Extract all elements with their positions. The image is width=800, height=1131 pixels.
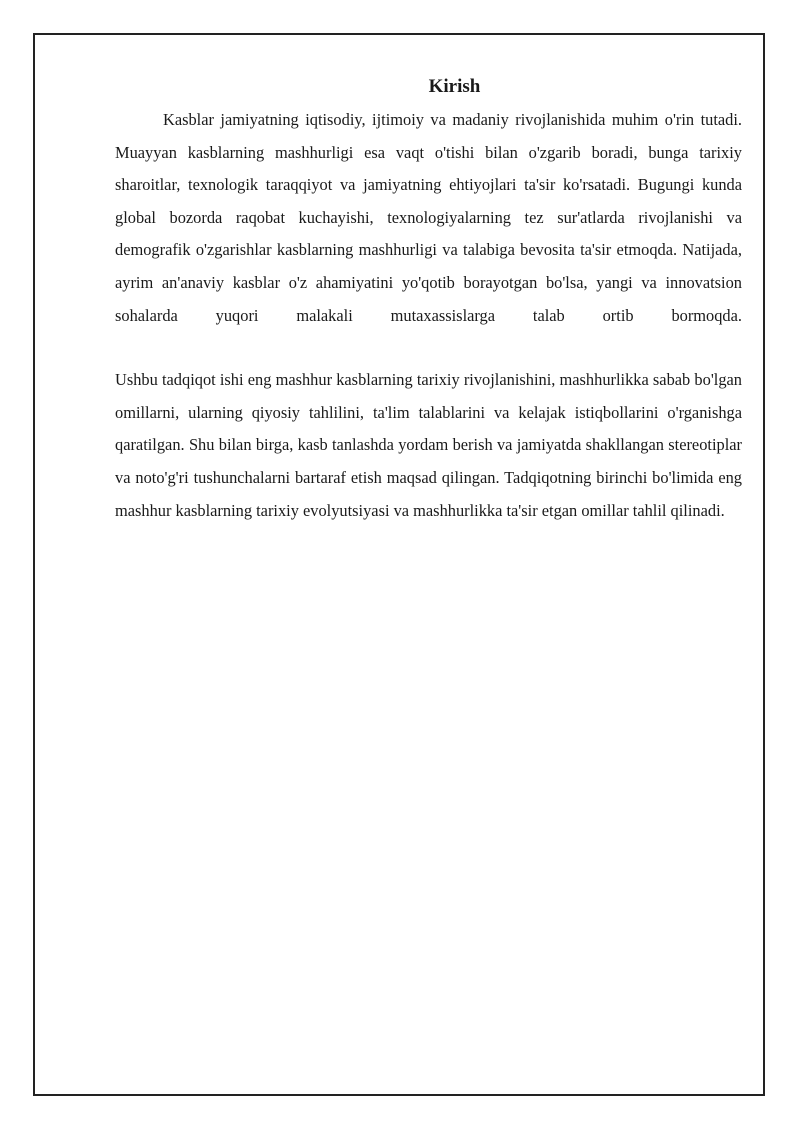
paragraph-intro: Kasblar jamiyatning iqtisodiy, ijtimoiy va madaniy rivojlanishida muhim o'rin tutadi. Muayyan kasblarning mashhurligi esa vaqt o'tishi bilan o'zgarib boradi, bunga tarixiy sharoitlar, texnologik taraqqiyot va jamiyatning ehtiyojlari ta'sir ko'rsatadi. Bugungi kunda global bozorda raqobat kuchayishi, texnologiyalarning tez sur'atlarda rivojlanishi va demografik o'zgarishlar kasblarning mashhurligi va talabiga bevosita ta'sir etmoqda. Natijada, ayrim an'anaviy kasblar o'z ahamiyatini yo'qotib borayotgan bo'lsa, yangi va innovatsion sohalarda yuqori malakali mutaxassislarga talab ortib bormoqda. [115, 110, 742, 325]
document-body [115, 74, 742, 527]
paragraph-purpose: Ushbu tadqiqot ishi eng mashhur kasblarning tarixiy rivojlanishini, mashhurlikka sabab bo'lgan omillarni, ularning qiyosiy tahlilini, ta'lim talablarini va kelajak istiqbollarini o'rganishga qaratilgan. Shu bilan birga, kasb tanlashda yordam berish va jamiyatda shakllangan stereotiplar va noto'g'ri tushunchalarni bartaraf etish maqsad qilingan. Tadqiqotning birinchi bo'limida eng mashhur kasblarning tarixiy evolyutsiyasi va mashhurlikka ta'sir etgan omillar tahlil qilinadi. [115, 370, 742, 520]
document-heading: Kirish [428, 76, 481, 97]
